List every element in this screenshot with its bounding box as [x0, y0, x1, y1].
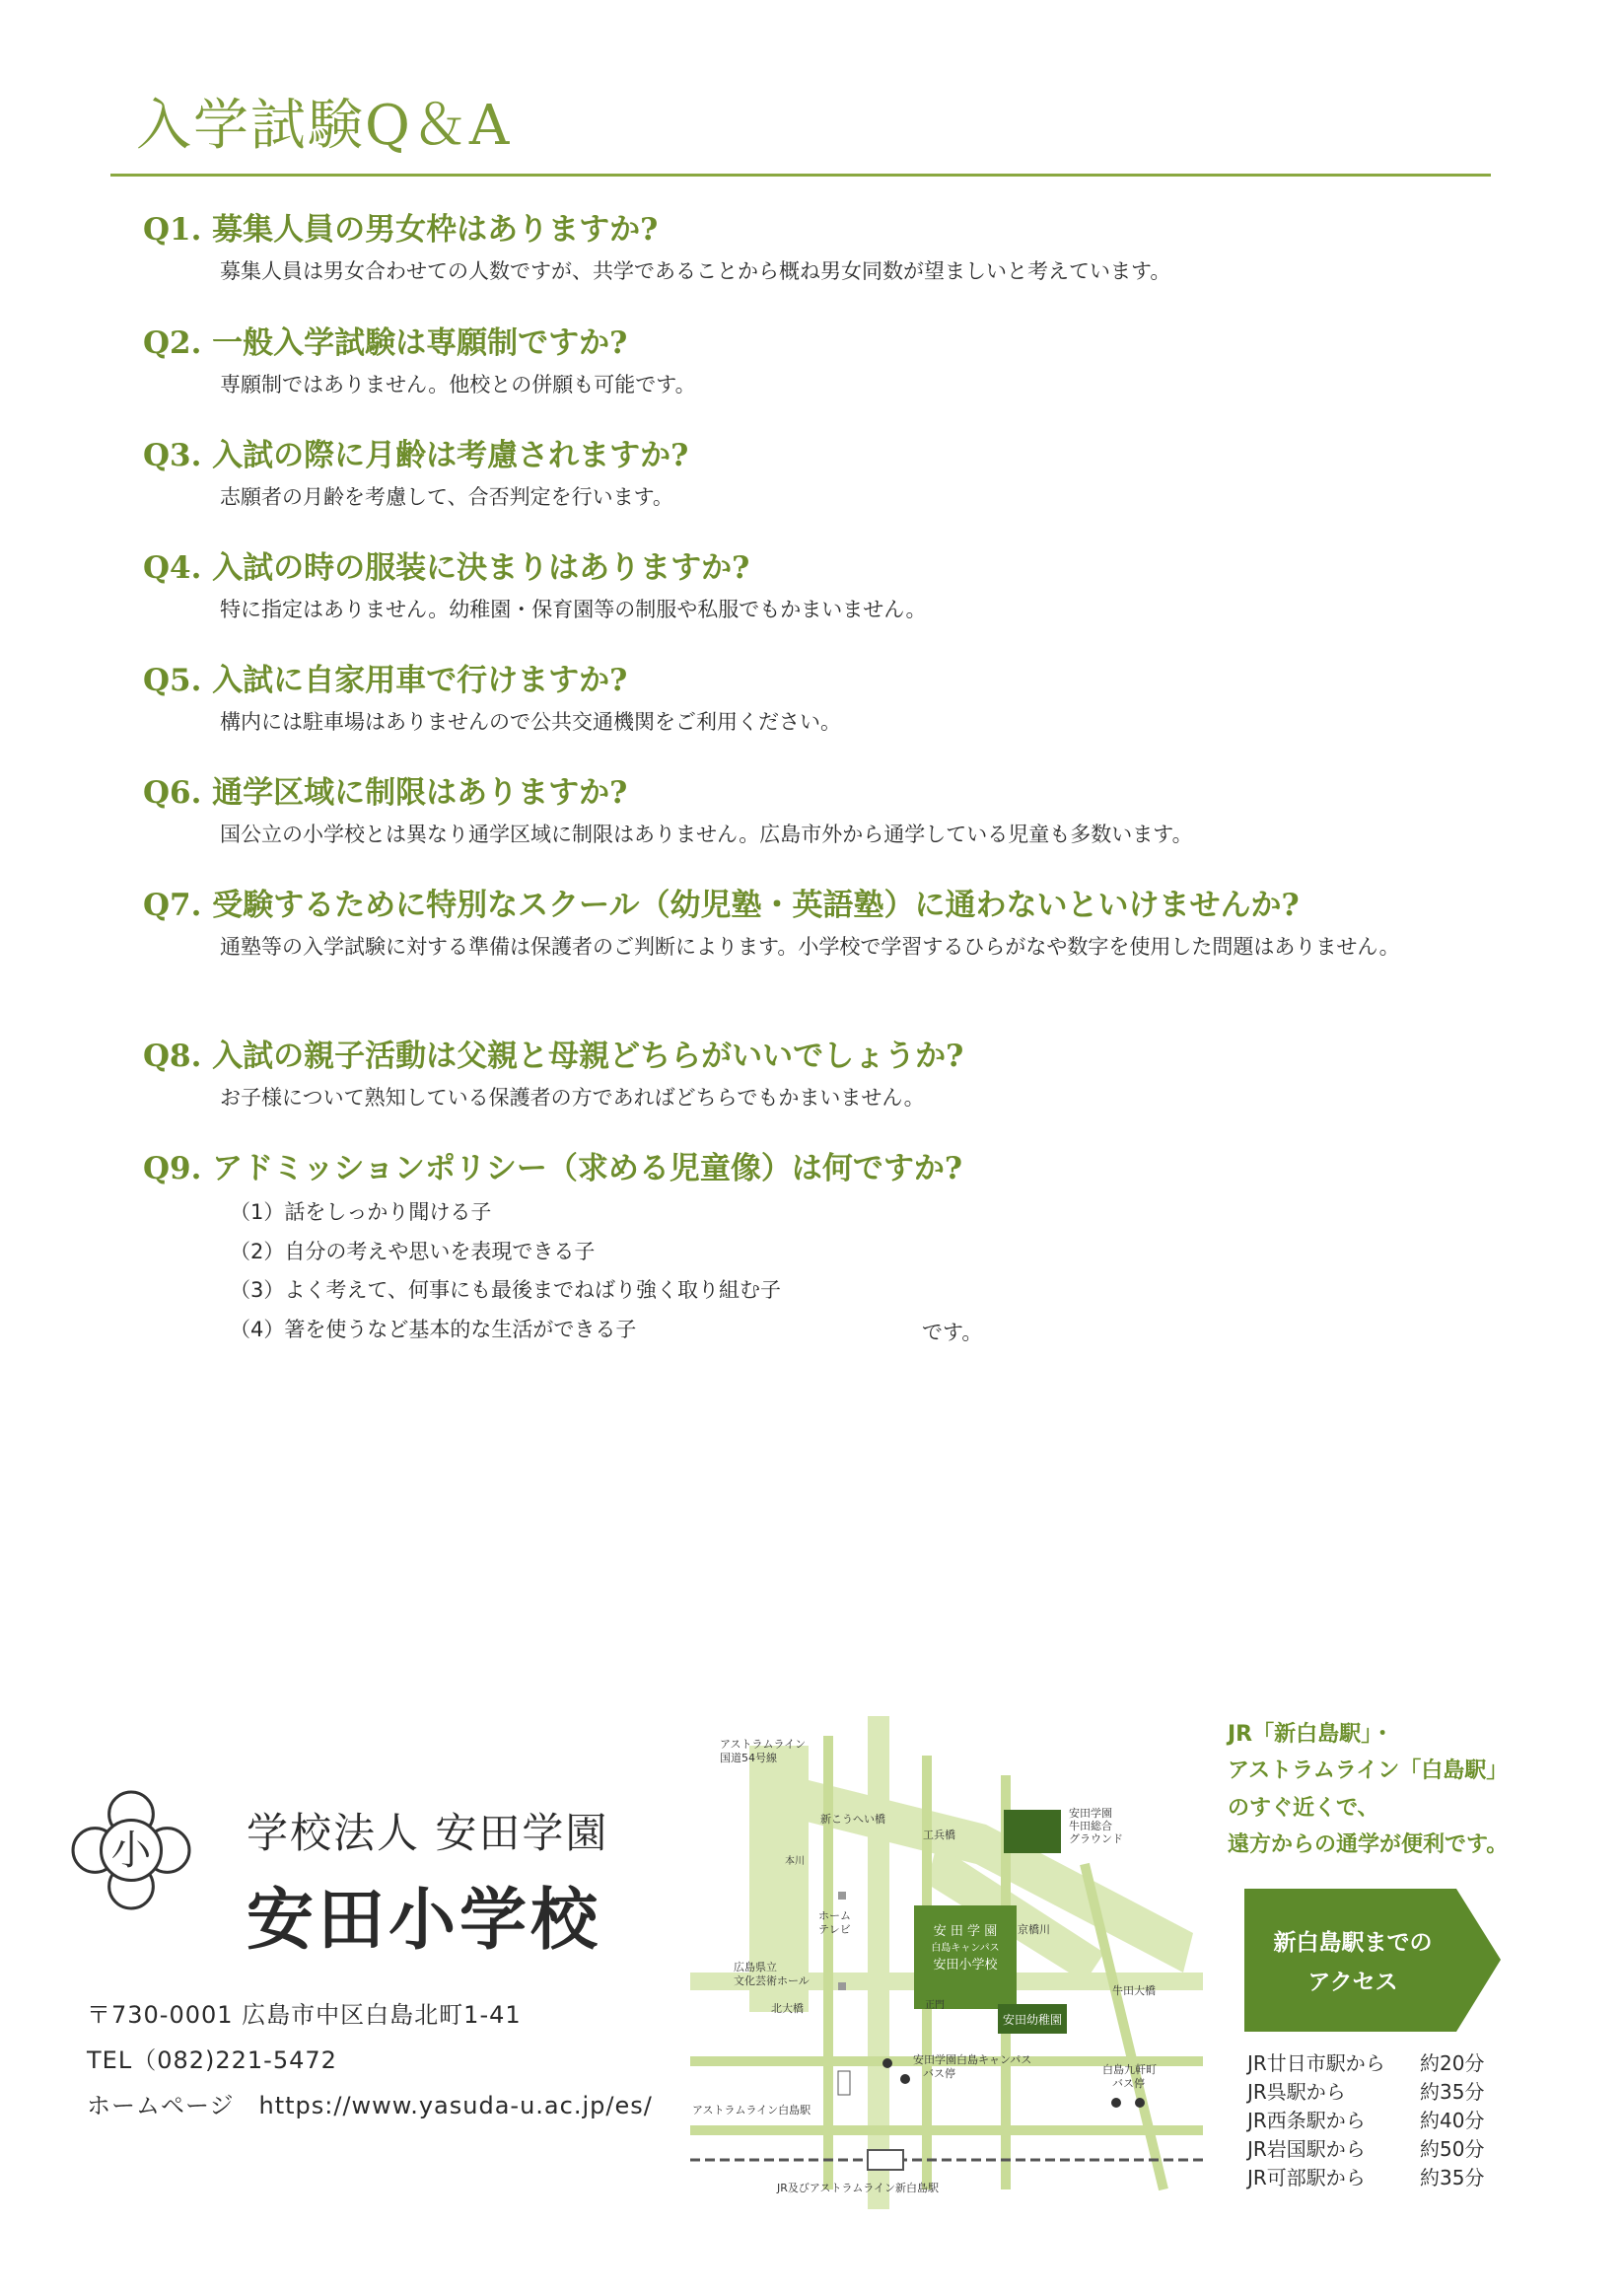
policy-item: （3）よく考えて、何事にも最後までねばり強く取り組む子 [230, 1278, 781, 1303]
route-from: JR可部駅から [1247, 2166, 1366, 2189]
map-label: 新こうへい橋 [820, 1813, 885, 1826]
qa-item-9 [143, 1151, 1504, 1349]
logo-char: 小 [110, 1827, 152, 1875]
qa-item-5 [143, 663, 1504, 741]
qa-item-2 [143, 325, 1504, 403]
map-label: バス停 [1112, 2077, 1145, 2090]
access-route-row [1247, 2078, 1484, 2107]
question: Q9. アドミッションポリシー（求める児童像）は何ですか? [143, 1151, 963, 1186]
map-label: 京橋川 [1018, 1923, 1050, 1936]
question: Q2. 一般入学試験は専願制ですか? [143, 325, 628, 361]
school-corporation: 学校法人 安田学園 [247, 1809, 609, 1857]
qa-item-3 [143, 438, 1504, 516]
qa-item-6 [143, 775, 1504, 853]
map-label: 本川 [785, 1856, 805, 1867]
qa-item-4 [143, 550, 1504, 628]
access-arrow-line: アクセス [1307, 1970, 1398, 1995]
map-label: グラウンド [1069, 1832, 1123, 1845]
route-time: 約35分 [1420, 2080, 1485, 2104]
question: Q4. 入試の時の服装に決まりはありますか? [143, 550, 750, 586]
page-title: 入学試験Q＆A [136, 94, 512, 158]
map-label: 安田幼稚園 [1002, 2013, 1063, 2027]
route-time: 約35分 [1420, 2166, 1485, 2189]
access-route-row [1247, 2164, 1484, 2192]
answer: 募集人員は男女合わせての人数ですが、共学であることから概ね男女同数が望ましいと考えています。 [220, 259, 1171, 284]
access-headline-line: JR「新白島駅」・ [1228, 1722, 1394, 1747]
policy-item: （1）話をしっかり聞ける子 [230, 1200, 492, 1225]
access-headline-line: のすぐ近くで、 [1228, 1795, 1379, 1821]
question: Q8. 入試の親子活動は父親と母親どちらがいいでしょうか? [143, 1039, 964, 1074]
school-name: 安田小学校 [247, 1882, 602, 1960]
map-label: テレビ [818, 1923, 851, 1936]
map-label: 白島九軒町 [1102, 2063, 1157, 2076]
route-from: JR廿日市駅から [1247, 2051, 1385, 2075]
admission-policy-list [230, 1193, 1504, 1349]
telephone: TEL（082)221-5472 [87, 2046, 337, 2074]
question: Q6. 通学区域に制限はありますか? [143, 775, 628, 811]
access-headline-line: 遠方からの通学が便利です。 [1228, 1832, 1509, 1858]
map-label: 文化芸術ホール [734, 1974, 810, 1987]
answer: 構内には駐車場はありませんので公共交通機関をご利用ください。 [220, 710, 841, 735]
answer: 特に指定はありません。幼稚園・保育園等の制服や私服でもかまいません。 [220, 598, 927, 622]
policy-tail: です。 [922, 1321, 983, 1344]
map-label: 牛田総合 [1069, 1820, 1112, 1832]
access-headline-line: アストラムライン「白島駅」 [1228, 1758, 1509, 1784]
map-label: 正門 [925, 2000, 945, 2011]
map-label: JR及びアストラムライン新白島駅 [777, 2182, 940, 2194]
map-label: 工兵橋 [923, 1829, 955, 1841]
map-label: 広島県立 [734, 1961, 777, 1973]
access-arrow-label [1244, 1923, 1461, 2002]
map-label: 安田学園白島キャンパス [913, 2053, 1032, 2066]
access-map [690, 1716, 1203, 2209]
question: Q1. 募集人員の男女枠はありますか? [143, 212, 659, 248]
access-routes [1247, 2049, 1484, 2192]
school-logo-icon [71, 1790, 191, 1910]
map-label: 国道54号線 [720, 1752, 777, 1764]
map-label: アストラムライン白島駅 [692, 2104, 811, 2117]
access-arrow-line: 新白島駅までの [1273, 1930, 1433, 1956]
access-headline [1228, 1716, 1508, 1864]
map-label: ホーム [818, 1909, 851, 1922]
access-route-row [1247, 2107, 1484, 2135]
title-rule [110, 174, 1491, 177]
answer: お子様について熟知している保護者の方であればどちらでもかまいません。 [220, 1086, 925, 1111]
map-label: 安田小学校 [933, 1958, 998, 1973]
qa-item-1 [143, 212, 1504, 290]
map-label: 安田学園 [1069, 1807, 1112, 1820]
question: Q3. 入試の際に月齢は考慮されますか? [143, 438, 689, 473]
map-label: 北大橋 [771, 2002, 804, 2015]
map-label: 安 田 学 園 [933, 1924, 998, 1939]
answer: 国公立の小学校とは異なり通学区域に制限はありません。広島市外から通学している児童も多数います。 [220, 823, 1193, 847]
route-from: JR西条駅から [1247, 2109, 1366, 2132]
school-address-block [87, 1992, 653, 2128]
route-time: 約20分 [1420, 2051, 1485, 2075]
map-label: 牛田大橋 [1112, 1984, 1156, 1997]
qa-item-7 [143, 888, 1504, 966]
question: Q7. 受験するために特別なスクール（幼児塾・英語塾）に通わないといけませんか? [143, 888, 1300, 923]
route-time: 約50分 [1420, 2137, 1485, 2161]
answer: 通塾等の入学試験に対する準備は保護者のご判断によります。小学校で学習するひらがなや数字を使用した問題はありません。 [220, 935, 1400, 960]
postal-address: 〒730-0001 広島市中区白島北町1-41 [87, 2001, 522, 2029]
map-label: バス停 [923, 2067, 955, 2080]
answer: 専願制ではありません。他校との併願も可能です。 [220, 373, 696, 397]
route-time: 約40分 [1420, 2109, 1485, 2132]
homepage-link[interactable]: ホームページ https://www.yasuda-u.ac.jp/es/ [87, 2092, 653, 2119]
policy-item: （2）自分の考えや思いを表現できる子 [230, 1239, 596, 1263]
question: Q5. 入試に自家用車で行けますか? [143, 663, 628, 698]
route-from: JR岩国駅から [1247, 2137, 1366, 2161]
map-label: アストラムライン [720, 1738, 807, 1751]
route-from: JR呉駅から [1247, 2080, 1346, 2104]
policy-item: （4）箸を使うなど基本的な生活ができる子 [230, 1317, 637, 1341]
answer: 志願者の月齢を考慮して、合否判定を行います。 [220, 485, 673, 510]
qa-item-8 [143, 1039, 1504, 1116]
access-route-row [1247, 2135, 1484, 2164]
access-route-row [1247, 2049, 1484, 2078]
map-label: 白島キャンパス [931, 1943, 1000, 1954]
